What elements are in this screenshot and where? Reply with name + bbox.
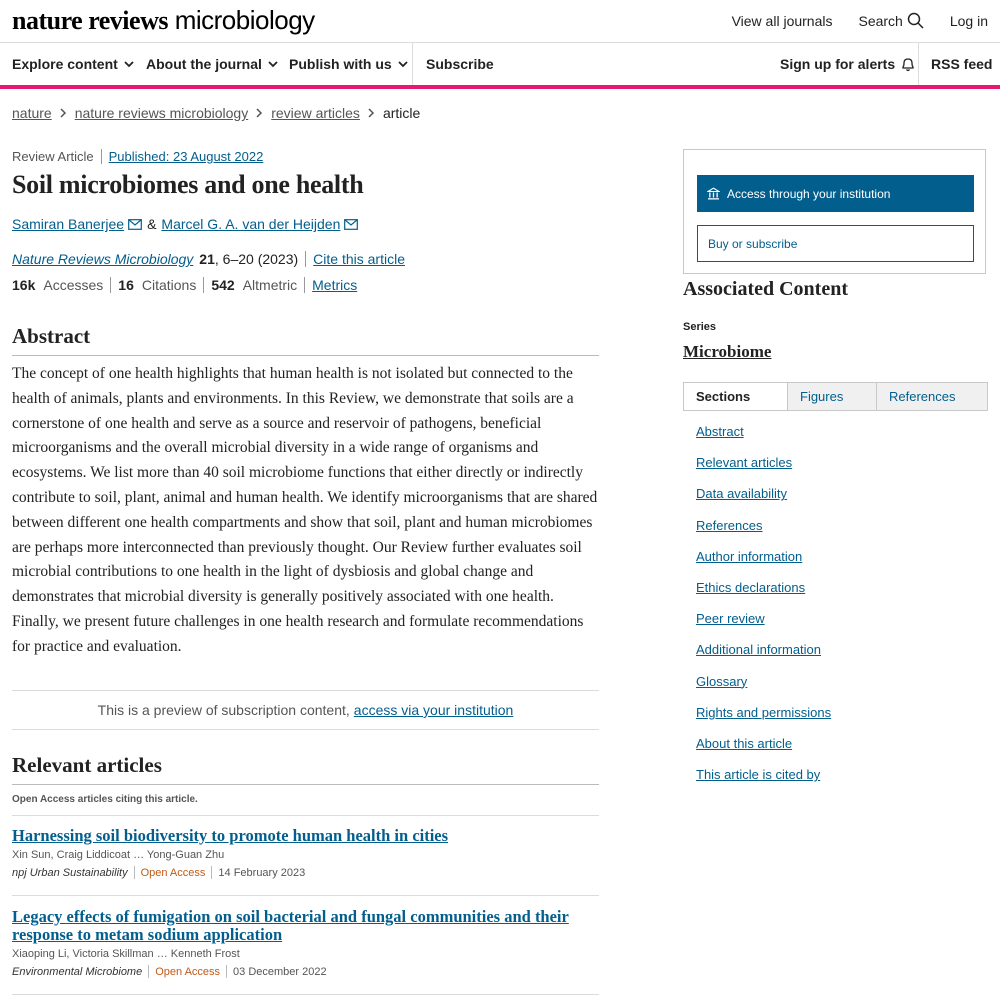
volume: 21: [199, 251, 215, 267]
publish-with-us-menu[interactable]: [289, 56, 408, 72]
related-article-title[interactable]: Legacy effects of fumigation on soil bacterial and fungal communities and their response to metam sodium application: [12, 907, 569, 944]
divider: [12, 994, 599, 995]
explore-content-menu[interactable]: [12, 56, 134, 72]
bell-icon: [901, 57, 915, 72]
search-button[interactable]: [858, 12, 923, 29]
section-link-additional-information[interactable]: Additional information: [696, 642, 822, 658]
section-link-relevant-articles[interactable]: Relevant articles: [696, 455, 793, 471]
sign-up-alerts-button[interactable]: [780, 56, 915, 72]
chevron-down-icon: [124, 61, 134, 68]
accesses-label: Accesses: [43, 277, 104, 293]
chevron-down-icon: [398, 61, 408, 68]
open-access-badge: Open Access: [155, 965, 221, 978]
related-article-authors: Xiaoping Li, Victoria Skillman … Kenneth Frost: [12, 948, 240, 960]
breadcrumb: [12, 105, 420, 121]
about-label: About the journal: [146, 56, 262, 72]
journal-link[interactable]: Nature Reviews Microbiology: [12, 251, 194, 267]
nav-divider: [918, 43, 919, 85]
abstract-heading: Abstract: [12, 324, 91, 348]
author-separator: &: [147, 216, 157, 232]
section-nav: [696, 424, 831, 798]
breadcrumb-journal[interactable]: nature reviews microbiology: [74, 105, 249, 121]
mail-icon[interactable]: [128, 219, 142, 230]
altmetric-label: Altmetric: [242, 277, 298, 293]
view-all-journals-link[interactable]: View all journals: [731, 12, 833, 29]
related-article-meta: [12, 965, 602, 978]
section-link-about-article[interactable]: About this article: [696, 735, 793, 751]
related-article-title[interactable]: Harnessing soil biodiversity to promote human health in cities: [12, 826, 449, 845]
chevron-right-icon: [256, 108, 263, 118]
published-date-link[interactable]: Published: 23 August 2022: [108, 149, 264, 164]
list-item: [12, 827, 602, 879]
breadcrumb-review-articles[interactable]: review articles: [271, 105, 360, 121]
related-article-journal: Environmental Microbiome: [12, 965, 143, 978]
abstract-text: The concept of one health highlights that human health is not isolated but connected to the health of animals, plants and environments. In this Review, we demonstrate that soils are a cornerstone of one health and serve as a source and reservoir of pathogens, beneficial microorganisms and the overall microbial diversity in a wide range of organisms and ecosystems. We list more than 40 soil microbiome functions that either directly or indirectly contribute to soil, plant, animal and human health. We identify microorganisms that are shared between different one health compartments and show that soil, plant and human microbiomes are perhaps more interconnected than previously thought. Our Review further evaluates soil microbial contributions to one health in the light of dysbiosis and global change and demonstrates that microbial diversity is generally positively associated with one health. Finally, we present future challenges in one health research and formulate recommendations for practice and evaluation.: [12, 365, 598, 655]
list-item: [12, 908, 602, 978]
access-institution-link[interactable]: access via your institution: [353, 702, 514, 718]
open-access-badge: Open Access: [140, 866, 206, 879]
cite-this-article-link[interactable]: Cite this article: [313, 251, 405, 267]
tab-figures[interactable]: Figures: [787, 383, 876, 410]
section-link-peer-review[interactable]: Peer review: [696, 611, 765, 627]
search-icon: [907, 12, 924, 29]
divider: [12, 815, 599, 816]
citations-label: Citations: [141, 277, 197, 293]
mail-icon[interactable]: [344, 219, 358, 230]
open-access-note: Open Access articles citing this article.: [12, 794, 198, 805]
accesses-value: 16k: [12, 277, 36, 293]
related-article-date: 14 February 2023: [218, 866, 306, 879]
nav-divider: [412, 43, 413, 85]
author-link[interactable]: Marcel G. A. van der Heijden: [161, 216, 341, 232]
breadcrumb-nature[interactable]: nature: [12, 105, 52, 121]
associated-content-heading: Associated Content: [683, 278, 848, 300]
login-link[interactable]: Log in: [949, 12, 988, 29]
buy-or-subscribe-button[interactable]: Buy or subscribe: [697, 225, 974, 262]
metrics-link[interactable]: Metrics: [312, 277, 358, 293]
explore-label: Explore content: [12, 56, 118, 72]
section-link-author-information[interactable]: Author information: [696, 548, 803, 564]
section-link-glossary[interactable]: Glossary: [696, 673, 748, 689]
sidebar-tabs: [683, 382, 988, 411]
access-box: [683, 149, 986, 274]
access-through-institution-button[interactable]: [697, 175, 974, 212]
preview-text: This is a preview of subscription content,: [97, 702, 350, 718]
section-link-rights-permissions[interactable]: Rights and permissions: [696, 704, 832, 720]
journal-logo[interactable]: [12, 5, 315, 36]
subscription-preview-notice: [12, 690, 599, 730]
related-article-meta: [12, 866, 602, 879]
page-title: Soil microbiomes and one health: [12, 170, 364, 199]
author-list: [12, 216, 363, 232]
altmetric-value: 542: [211, 277, 235, 293]
tab-sections[interactable]: Sections: [684, 383, 787, 410]
main-nav: [0, 43, 1000, 89]
series-link[interactable]: Microbiome: [683, 342, 772, 361]
citations-value: 16: [118, 277, 134, 293]
divider: [12, 895, 599, 896]
divider: [12, 355, 599, 356]
section-link-data-availability[interactable]: Data availability: [696, 486, 788, 502]
publish-label: Publish with us: [289, 56, 392, 72]
about-journal-menu[interactable]: [146, 56, 278, 72]
institution-icon: [707, 187, 720, 200]
article-metrics: [12, 277, 357, 293]
rss-feed-link[interactable]: RSS feed: [931, 56, 993, 72]
citation-line: [12, 251, 405, 267]
related-article-authors: Xin Sun, Craig Liddicoat … Yong-Guan Zhu: [12, 849, 225, 861]
top-bar: [0, 0, 1000, 43]
chevron-right-icon: [368, 108, 375, 118]
chevron-right-icon: [60, 108, 67, 118]
section-link-ethics-declarations[interactable]: Ethics declarations: [696, 579, 806, 595]
subscribe-link[interactable]: Subscribe: [426, 56, 494, 72]
breadcrumb-current: article: [382, 105, 421, 121]
divider: [12, 784, 599, 785]
tab-references[interactable]: References: [876, 383, 987, 410]
search-label: Search: [858, 12, 903, 29]
relevant-articles-heading: Relevant articles: [12, 753, 162, 777]
pages-year: , 6–20 (2023): [214, 251, 299, 267]
author-link[interactable]: Samiran Banerjee: [12, 216, 125, 232]
article-type: Review Article: [12, 149, 94, 164]
chevron-down-icon: [268, 61, 278, 68]
logo-nature-reviews: nature reviews: [12, 6, 168, 35]
access-institution-label: Access through your institution: [727, 186, 891, 201]
alerts-label: Sign up for alerts: [780, 56, 896, 72]
logo-microbiology: microbiology: [174, 5, 315, 35]
series-label: Series: [683, 321, 717, 333]
section-link-abstract[interactable]: Abstract: [696, 424, 744, 439]
section-link-references[interactable]: References: [696, 517, 763, 533]
article-meta: [12, 149, 263, 164]
related-article-journal: npj Urban Sustainability: [12, 866, 128, 879]
section-link-cited-by[interactable]: This article is cited by: [696, 767, 821, 783]
related-article-date: 03 December 2022: [233, 965, 327, 978]
